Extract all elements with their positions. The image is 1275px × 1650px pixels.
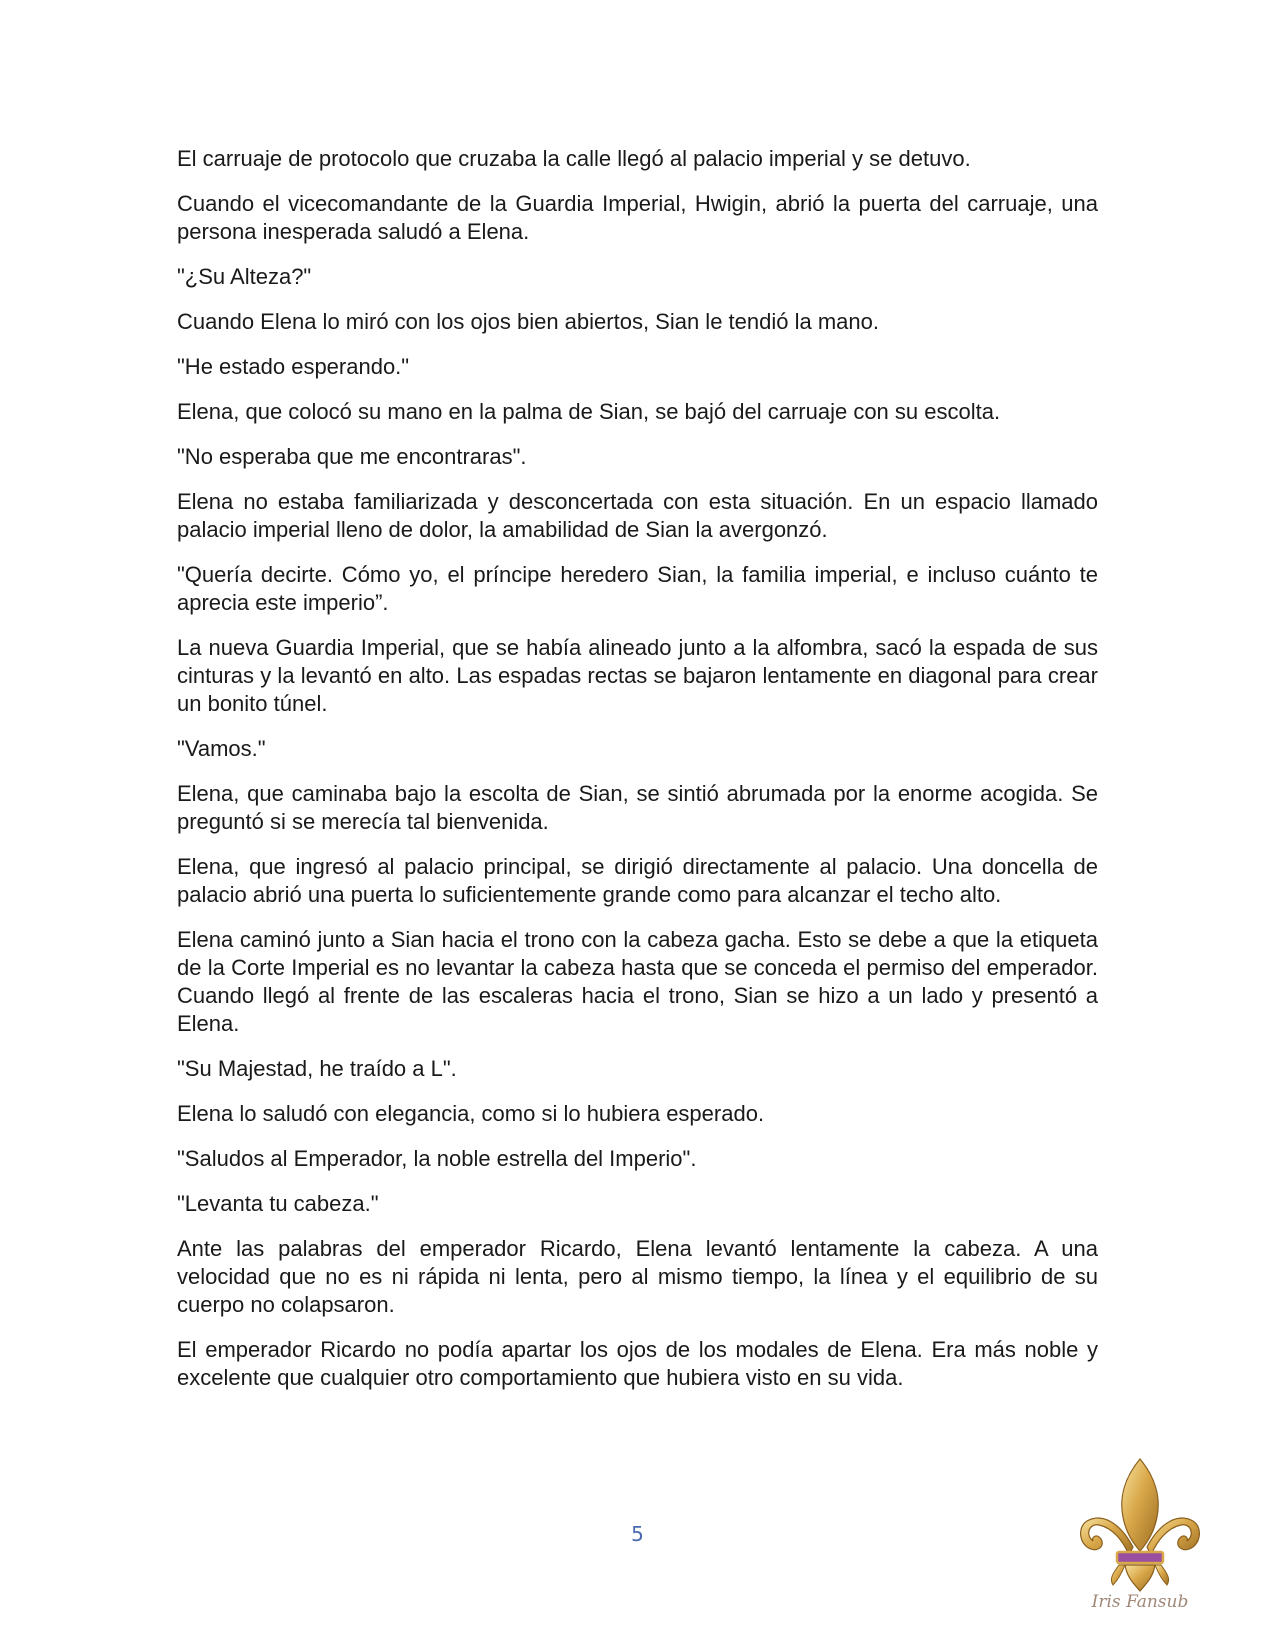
paragraph: Elena, que caminaba bajo la escolta de Sian, se sintió abrumada por la enorme acogida. Se preguntó si se merecía tal bienvenida. (177, 781, 1098, 834)
paragraph: Elena lo saludó con elegancia, como si lo hubiera esperado. (177, 1101, 765, 1126)
page-number: 5 (631, 1522, 644, 1546)
paragraph: El emperador Ricardo no podía apartar los ojos de los modales de Elena. Era más noble y excelente que cualquier otro comportamiento que hubiera visto en su vida. (177, 1337, 1098, 1390)
paragraph: El carruaje de protocolo que cruzaba la calle llegó al palacio imperial y se detuvo. (177, 146, 971, 171)
paragraph: Elena no estaba familiarizada y desconcertada con esta situación. En un espacio llamado palacio imperial lleno de dolor, la amabilidad de Sian la avergonzó. (177, 489, 1098, 542)
fleur-de-lis-icon (1075, 1455, 1205, 1605)
paragraph: "Su Majestad, he traído a L". (177, 1056, 457, 1081)
paragraph: Elena, que colocó su mano en la palma de Sian, se bajó del carruaje con su escolta. (177, 399, 1001, 424)
logo-text: Iris Fansub (1091, 1592, 1189, 1612)
paragraph: "Levanta tu cabeza." (177, 1191, 379, 1216)
paragraph: La nueva Guardia Imperial, que se había alineado junto a la alfombra, sacó la espada de sus cinturas y la levantó en alto. Las espadas rectas se bajaron lentamente en diagonal para crear un bonito túnel. (177, 635, 1098, 716)
paragraph: "¿Su Alteza?" (177, 264, 312, 289)
paragraph: "He estado esperando." (177, 354, 410, 379)
paragraph: Elena, que ingresó al palacio principal, se dirigió directamente al palacio. Una doncella de palacio abrió una puerta lo suficientemente grande como para alcanzar el techo alto. (177, 854, 1098, 907)
paragraph: "Vamos." (177, 736, 266, 761)
paragraph: Elena caminó junto a Sian hacia el trono con la cabeza gacha. Esto se debe a que la etiqueta de la Corte Imperial es no levantar la cabeza hasta que se conceda el permiso del emperador. Cuando llegó al frente de las escaleras hacia el trono, Sian se hizo a un lado y presentó a Elena. (177, 927, 1098, 1036)
paragraph: Ante las palabras del emperador Ricardo, Elena levantó lentamente la cabeza. A una velocidad que no es ni rápida ni lenta, pero al mismo tiempo, la línea y el equilibrio de su cuerpo no colapsaron. (177, 1236, 1098, 1317)
page-body (177, 145, 1098, 1409)
paragraph: Cuando el vicecomandante de la Guardia Imperial, Hwigin, abrió la puerta del carruaje, una persona inesperada saludó a Elena. (177, 191, 1098, 244)
paragraph: Cuando Elena lo miró con los ojos bien abiertos, Sian le tendió la mano. (177, 309, 879, 334)
paragraph: "No esperaba que me encontraras". (177, 444, 527, 469)
paragraph: "Quería decirte. Cómo yo, el príncipe heredero Sian, la familia imperial, e incluso cuánto te aprecia este imperio”. (177, 562, 1098, 615)
paragraph: "Saludos al Emperador, la noble estrella del Imperio". (177, 1146, 697, 1171)
